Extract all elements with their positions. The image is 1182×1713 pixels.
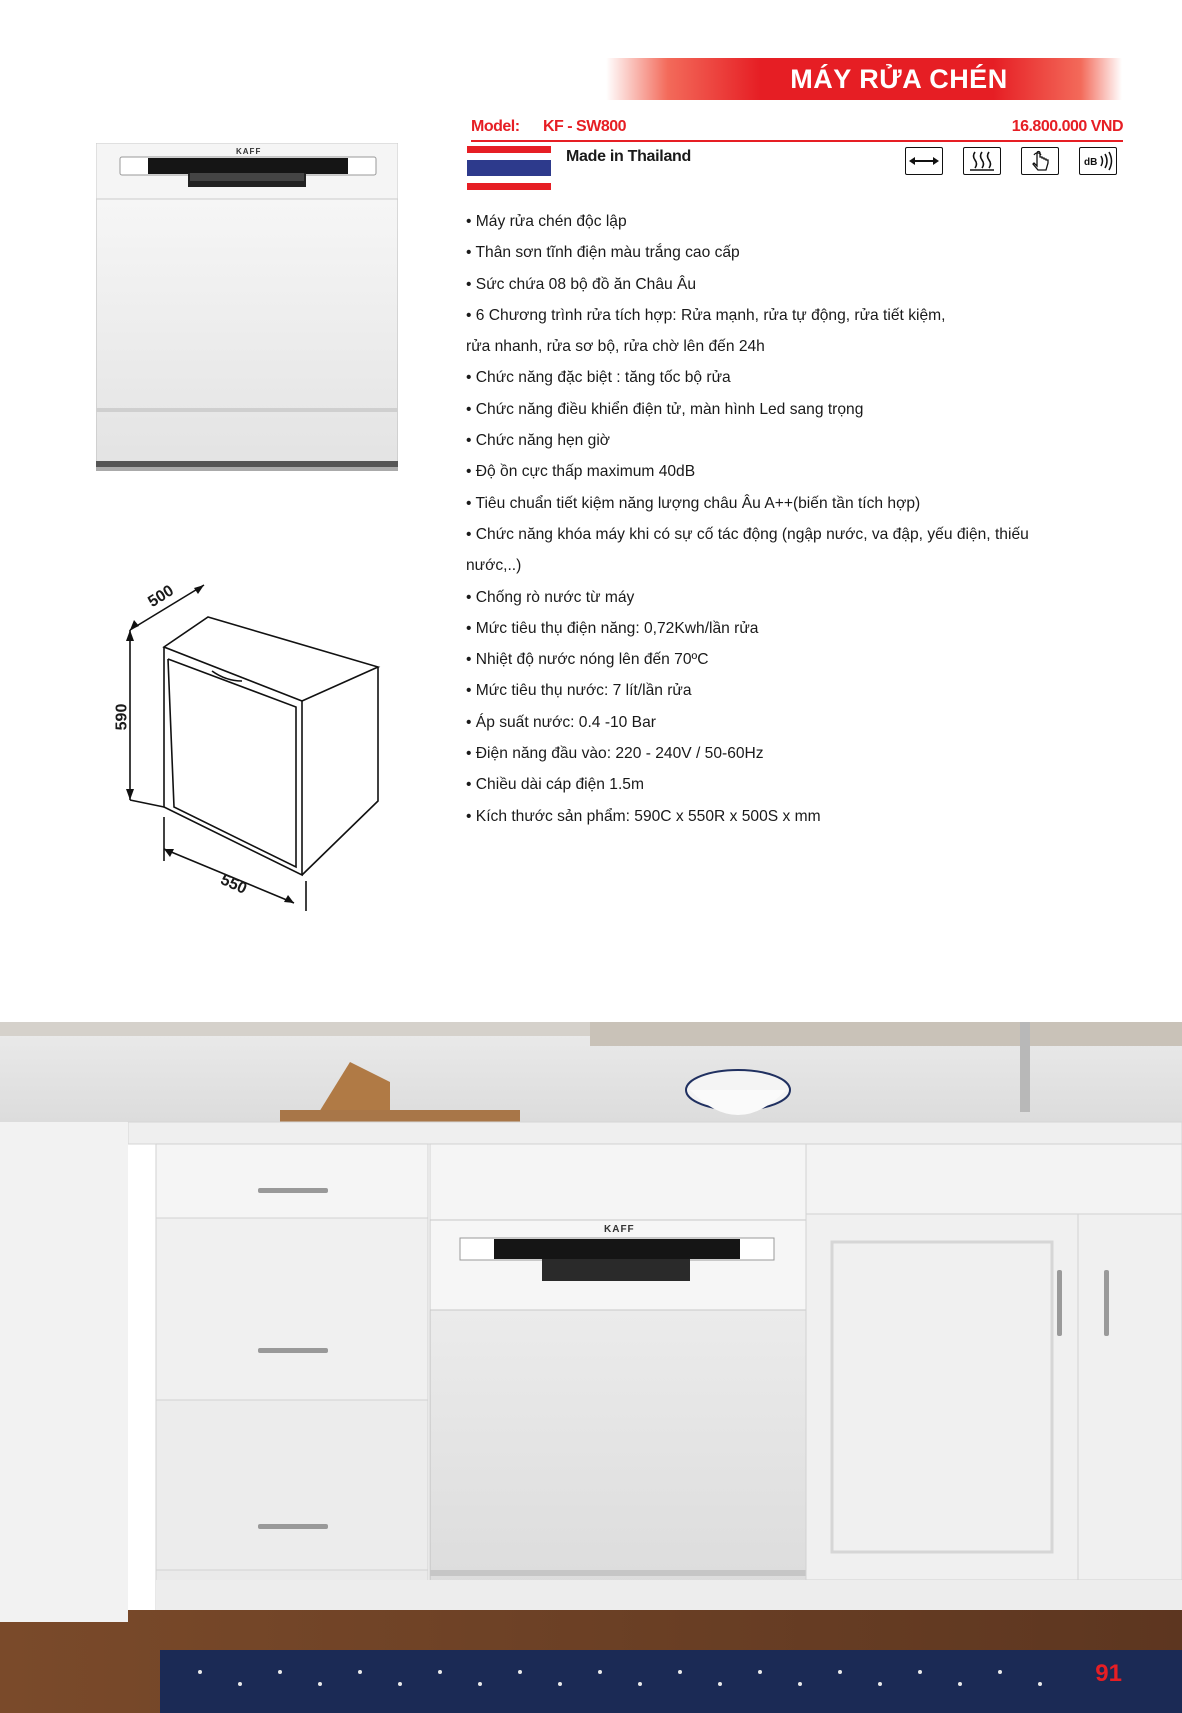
feature-item: • Thân sơn tĩnh điện màu trắng cao cấp <box>466 244 740 262</box>
noise-db-icon <box>1079 147 1117 175</box>
touch-control-icon <box>1021 147 1059 175</box>
model-label: Model: <box>471 118 520 135</box>
page-title: MÁY RỬA CHÉN <box>790 64 1008 94</box>
dimension-width-label: 550 <box>217 871 250 898</box>
model-row <box>471 118 1123 140</box>
arrows-width-icon <box>905 147 943 175</box>
feature-item: • Mức tiêu thụ điện năng: 0,72Kwh/lần rửa <box>466 619 759 637</box>
svg-text:dB: dB <box>1084 157 1098 168</box>
steam-heat-icon <box>963 147 1001 175</box>
origin-text: Made in Thailand <box>566 148 691 165</box>
feature-item: • Nhiệt độ nước nóng lên đến 70ºC <box>466 651 709 669</box>
kitchen-photo <box>0 1022 1182 1713</box>
feature-item: • Chức năng khóa máy khi có sự cố tác động (ngập nước, va đập, yếu điện, thiếu <box>466 525 1029 543</box>
feature-item: • Tiêu chuẩn tiết kiệm năng lượng châu Âu A++(biến tần tích hợp) <box>466 494 921 512</box>
feature-item: rửa nhanh, rửa sơ bộ, rửa chờ lên đến 24h <box>466 338 765 356</box>
feature-item: • Mức tiêu thụ nước: 7 lít/lần rửa <box>466 682 692 700</box>
feature-item: nước,..) <box>466 557 522 575</box>
price: 16.800.000 VND <box>1011 118 1123 135</box>
feature-item: • Kích thước sản phẩm: 590C x 550R x 500S x mm <box>466 807 821 825</box>
dimension-height-label: 590 <box>113 703 131 731</box>
feature-item: • Chống rò nước từ máy <box>466 588 635 606</box>
feature-item: • Chiều dài cáp điện 1.5m <box>466 776 644 794</box>
feature-list <box>466 206 1106 832</box>
dimension-depth-label: 500 <box>145 582 177 611</box>
page-number: 91 <box>1095 1660 1122 1687</box>
feature-item: • Độ ồn cực thấp maximum 40dB <box>466 463 696 481</box>
dishwasher-product-image <box>96 143 398 473</box>
thailand-flag-icon <box>467 146 551 190</box>
feature-item: • Áp suất nước: 0.4 -10 Bar <box>466 713 656 731</box>
feature-item: • Điện năng đầu vào: 220 - 240V / 50-60Hz <box>466 745 764 763</box>
model-value: KF - SW800 <box>543 118 627 135</box>
feature-item: • Chức năng điều khiển điện tử, màn hình Led sang trọng <box>466 400 864 418</box>
feature-item: • 6 Chương trình rửa tích hợp: Rửa mạnh, rửa tự động, rửa tiết kiệm, <box>466 306 946 324</box>
feature-item: • Chức năng đặc biệt : tăng tốc bộ rửa <box>466 369 731 387</box>
dimension-diagram <box>108 575 408 915</box>
brand-logo: KAFF <box>236 147 262 156</box>
feature-item: • Máy rửa chén độc lập <box>466 213 627 230</box>
kitchen-brand-logo: KAFF <box>604 1224 635 1235</box>
divider <box>471 140 1123 142</box>
feature-item: • Sức chứa 08 bộ đồ ăn Châu Âu <box>466 275 697 293</box>
feature-item: • Chức năng hẹn giờ <box>466 432 611 450</box>
